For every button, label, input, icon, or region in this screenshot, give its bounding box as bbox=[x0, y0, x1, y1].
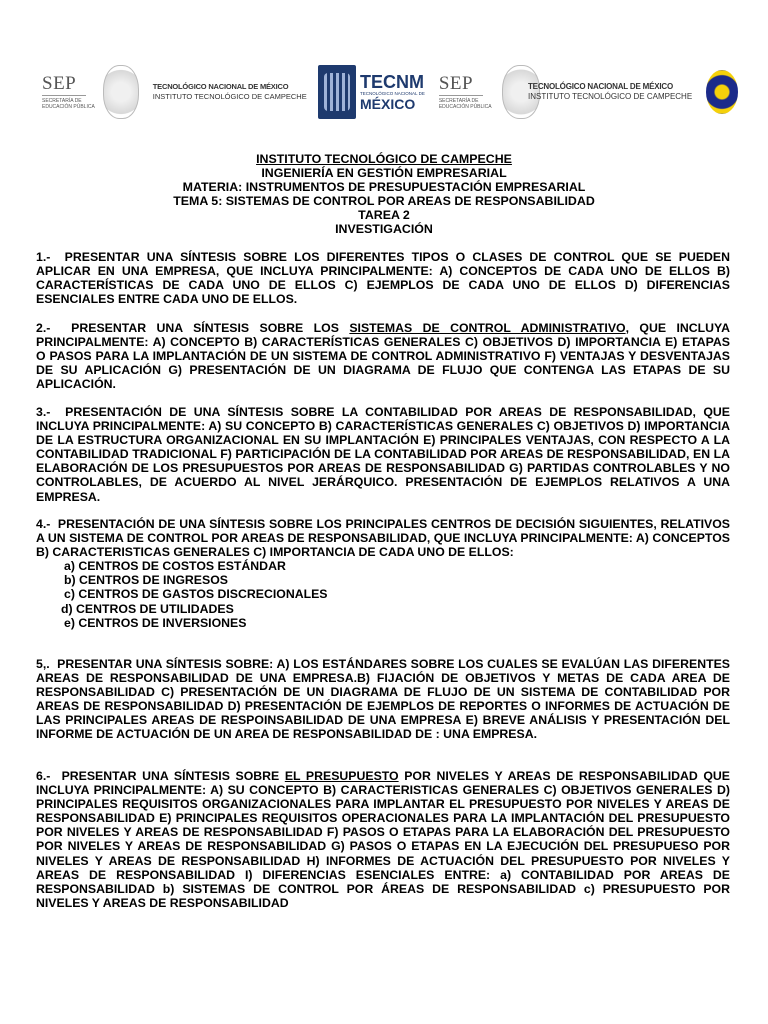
sep-logo-sub-1: SECRETARÍA DE bbox=[438, 97, 479, 104]
career-name: INGENIERÍA EN GESTIÓN EMPRESARIAL bbox=[261, 166, 507, 180]
tecnm-line-2: INSTITUTO TECNOLÓGICO DE CAMPECHE bbox=[528, 92, 693, 101]
item-1 bbox=[36, 250, 730, 306]
item-number: 4.- bbox=[36, 517, 51, 531]
tecnm-line-1: TECNOLÓGICO NACIONAL DE MÉXICO bbox=[528, 82, 673, 91]
left-logo-group bbox=[42, 56, 347, 128]
document-heading bbox=[0, 152, 768, 236]
assignment-type: INVESTIGACIÓN bbox=[335, 222, 433, 236]
tecnm-wordmark bbox=[360, 73, 425, 112]
list-item: e) CENTROS DE INVERSIONES bbox=[64, 615, 247, 630]
item-text-post: , QUE INCLUYA PRINCIPALMENTE: A) CONCEPTO B) CARACTERÍSTICAS GENERALES C) OBJETIVOS D) IMPORTANCIA E) ETAPAS O PASOS PARA LA IMPLANTACIÓN DE UN SISTEMA DE CONTROL ADMINISTRATIVO F) VENTAJAS Y DESVENTAJAS DE SU APLICACIÓN G) PRESENTACIÓN DE UN DIAGRAMA DE FLUJO QUE CONTENGA LAS ETAPAS DE SU APLICACIÓN. bbox=[36, 321, 730, 392]
decision-centers-list bbox=[36, 559, 730, 629]
item-number: 6.- bbox=[36, 769, 51, 783]
item-3 bbox=[36, 405, 730, 504]
item-text-underlined: SISTEMAS DE CONTROL ADMINISTRATIVO bbox=[349, 321, 626, 335]
sep-logo-text: SEP bbox=[42, 72, 77, 94]
topic-name: TEMA 5: SISTEMAS DE CONTROL POR AREAS DE RESPONSABILIDAD bbox=[173, 194, 595, 208]
sep-logo-sub-2: EDUCACIÓN PÚBLICA bbox=[42, 103, 95, 110]
item-text: PRESENTACIÓN DE UNA SÍNTESIS SOBRE LOS PRINCIPALES CENTROS DE DECISIÓN SIGUIENTES, RELATIVOS A UN SISTEMA DE CONTROL POR AREAS DE RESPONSABILIDAD, QUE INCLUYA PRINCIPALMENTE: A) CONCEPTOS B) CARACTERISTICAS GENERALES C) IMPORTANCIA DE CADA UNO DE ELLOS: bbox=[36, 517, 730, 560]
tecnm-subtitle: TECNOLÓGICO NACIONAL DE bbox=[360, 90, 425, 96]
item-2 bbox=[36, 321, 730, 391]
item-text: PRESENTACIÓN DE UNA SÍNTESIS SOBRE LA CONTABILIDAD POR AREAS DE RESPONSABILIDAD, QUE INCLUYA PRINCIPALMENTE: A) SU CONCEPTO B) CARACTERÍSTICAS GENERALES C) OBJETIVOS D) IMPORTANCIA DE LA ESTRUCTURA ORGANIZACIONAL EN SU IMPLANTACIÓN E) PRINCIPALES VENTAJAS, CON RESPECTO A LA CONTABILIDAD TRADICIONAL F) PARTICIPACIÓN DE LA CONTABILIDAD POR AREAS DE RESPONSABILIDAD, EN LA ELABORACIÓN DE LOS PRESUPUESTOS POR AREAS DE RESPONSABILIDAD G) PARTIDAS CONTROLABLES Y NO CONTROLABLES, DE ACUERDO AL NIVEL JERÁRQUICO. PRESENTACIÓN DE EJEMPLOS RELATIVOS A UNA EMPRESA. bbox=[36, 405, 730, 504]
sep-logo-sub-1: SECRETARÍA DE bbox=[42, 97, 82, 104]
assignment-name: TAREA 2 bbox=[358, 208, 410, 222]
item-number: 5,. bbox=[36, 657, 50, 671]
header-logos bbox=[0, 0, 768, 140]
tecnm-line-1: TECNOLÓGICO NACIONAL DE MÉXICO bbox=[152, 82, 289, 91]
center-logo-group bbox=[318, 56, 540, 128]
list-item: c) CENTROS DE GASTOS DISCRECIONALES bbox=[64, 587, 328, 602]
sep-logo-sub-2: EDUCACIÓN PÚBLICA bbox=[438, 103, 492, 110]
item-5 bbox=[36, 657, 730, 742]
sep-logo-center bbox=[438, 72, 492, 110]
item-number: 2.- bbox=[36, 321, 51, 335]
subject-name: MATERIA: INSTRUMENTOS DE PRESUPUESTACIÓN EMPRESARIAL bbox=[182, 180, 586, 194]
item-number: 1.- bbox=[36, 250, 51, 264]
item-number: 3.- bbox=[36, 405, 51, 419]
tecnm-logo-text-left bbox=[153, 82, 307, 102]
sep-logo-left bbox=[42, 72, 95, 110]
tecnm-line-2: INSTITUTO TECNOLÓGICO DE CAMPECHE bbox=[152, 92, 307, 101]
item-text-pre: PRESENTAR UNA SÍNTESIS SOBRE bbox=[61, 769, 285, 783]
tecnm-emblem-icon bbox=[318, 65, 356, 119]
itc-badge-icon bbox=[706, 70, 738, 114]
item-text-pre: PRESENTAR UNA SÍNTESIS SOBRE LOS bbox=[71, 321, 350, 335]
tecnm-logo-text-right bbox=[528, 82, 692, 102]
item-text-underlined: EL PRESUPUESTO bbox=[284, 769, 399, 783]
tecnm-title: TECNM bbox=[360, 71, 424, 92]
item-4 bbox=[36, 517, 730, 630]
list-item: a) CENTROS DE COSTOS ESTÁNDAR bbox=[64, 559, 286, 574]
list-item: d) CENTROS DE UTILIDADES bbox=[61, 601, 234, 616]
institute-name: INSTITUTO TECNOLÓGICO DE CAMPECHE bbox=[256, 152, 512, 166]
item-text-post: POR NIVELES Y AREAS DE RESPONSABILIDAD QUE INCLUYA PRINCIPALMENTE: A) SU CONCEPTO B) CARACTERISTICAS GENERALES C) OBJETIVOS GENERALES D) PRINCIPALES REQUISITOS ORGANIZACIONALES PARA IMPLANTAR EL PRESUPUESTO POR NIVELES Y AREAS DE RESPONSABILIDAD E) PRINCIPALES REQUISITOS OPERACIONALES PARA LA IMPLANTACIÓN DEL PRESUPUESTO POR NIVELES Y AREAS DE RESPONSABILIDAD F) PASOS O ETAPAS PARA LA ELABORACIÓN DEL PRESUPUESTO POR NIVELES Y AREAS DE RESPONSABILIDAD G) PASOS O ETAPAS EN LA EJECUCIÓN DEL PRESUPUESO POR NIVELES Y AREAS DE RESPONSABILIDAD H) INFORMES DE ACTUACIÓN DEL PRESUPUESTO POR NIVELES Y AREAS DE RESPONSABILIDAD I) DIFERENCIAS ESENCIALES ENTRE: a) CONTABILIDAD POR AREAS DE RESPONSABILIDAD b) SISTEMAS DE CONTROL POR ÁREAS DE RESPONSABILIDAD c) PRESUPUESTO POR NIVELES Y AREAS DE RESPONSABILIDAD bbox=[36, 769, 731, 910]
tecnm-mexico: MÉXICO bbox=[360, 95, 416, 112]
sep-logo-text: SEP bbox=[438, 72, 474, 94]
list-item: b) CENTROS DE INGRESOS bbox=[64, 573, 228, 588]
item-6 bbox=[36, 769, 730, 910]
right-logo-group bbox=[528, 56, 738, 128]
item-text: PRESENTAR UNA SÍNTESIS SOBRE: A) LOS ESTÁNDARES SOBRE LOS CUALES SE EVALÚAN LAS DIFERENTES AREAS DE RESPONSABILIDAD DE UNA EMPRESA.B) FIJACIÓN DE OBJETIVOS Y METAS DE CADA AREA DE RESPONSABILIDAD C) PRESENTACIÓN DE UN DIAGRAMA DE FLUJO DE UN SISTEMA DE CONTABILIDAD POR AREAS DE RESPONSABILIDAD D) PRESENTACIÓN DE EJEMPLOS DE REPORTES O INFORMES DE ACTUACIÓN DE LAS PRINCIPALES AREAS DE RESPOINSABILIDAD DE UNA EMPRESA E) BREVE ANÁLISIS Y PRESENTACIÓN DEL INFORME DE ACTUACIÓN DE UN AREA DE RESPONSABILIDAD DE : UNA EMPRESA. bbox=[36, 657, 730, 742]
mexico-seal-icon bbox=[103, 65, 139, 119]
item-text: PRESENTAR UNA SÍNTESIS SOBRE LOS DIFERENTES TIPOS O CLASES DE CONTROL QUE SE PUEDEN APLICAR EN UNA EMPRESA, QUE INCLUYA PRINCIPALMENTE: A) CONCEPTOS DE CADA UNO DE ELLOS B) CARACTERÍSTICAS DE CADA UNO DE ELLOS C) EJEMPLOS DE CADA UNO DE ELLOS D) DIFERENCIAS ESENCIALES ENTRE CADA UNO DE ELLOS. bbox=[36, 250, 730, 307]
